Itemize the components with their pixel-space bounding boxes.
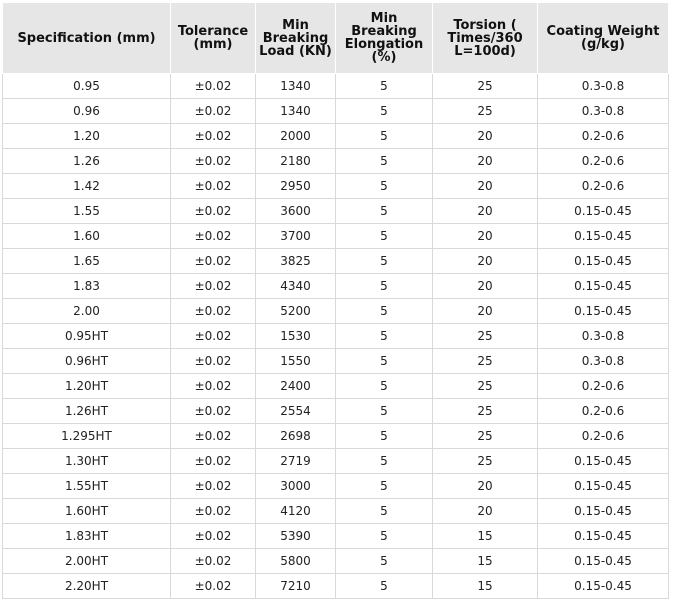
table-row	[3, 224, 669, 249]
cell-min-breaking-load: 3000	[256, 474, 336, 499]
cell-specification: 0.96	[3, 99, 171, 124]
table-row	[3, 549, 669, 574]
table-row	[3, 399, 669, 424]
cell-torsion: 20	[433, 474, 538, 499]
cell-min-breaking-load: 2400	[256, 374, 336, 399]
cell-coating-weight: 0.15-0.45	[538, 299, 669, 324]
cell-coating-weight: 0.15-0.45	[538, 499, 669, 524]
cell-min-breaking-elongation: 5	[336, 574, 433, 599]
cell-specification: 1.60HT	[3, 499, 171, 524]
cell-torsion: 20	[433, 124, 538, 149]
cell-min-breaking-load: 4340	[256, 274, 336, 299]
cell-coating-weight: 0.2-0.6	[538, 174, 669, 199]
cell-tolerance: ±0.02	[171, 99, 256, 124]
cell-min-breaking-load: 4120	[256, 499, 336, 524]
cell-min-breaking-elongation: 5	[336, 349, 433, 374]
cell-torsion: 20	[433, 299, 538, 324]
cell-coating-weight: 0.15-0.45	[538, 524, 669, 549]
table-row	[3, 174, 669, 199]
cell-coating-weight: 0.2-0.6	[538, 424, 669, 449]
table-row	[3, 474, 669, 499]
table-row	[3, 124, 669, 149]
cell-specification: 1.60	[3, 224, 171, 249]
cell-torsion: 25	[433, 99, 538, 124]
cell-min-breaking-load: 1340	[256, 74, 336, 99]
cell-specification: 1.26HT	[3, 399, 171, 424]
cell-min-breaking-elongation: 5	[336, 524, 433, 549]
cell-min-breaking-elongation: 5	[336, 449, 433, 474]
cell-min-breaking-elongation: 5	[336, 99, 433, 124]
cell-specification: 0.95HT	[3, 324, 171, 349]
cell-coating-weight: 0.3-0.8	[538, 74, 669, 99]
cell-min-breaking-load: 2554	[256, 399, 336, 424]
header-tolerance: Tolerance (mm)	[171, 3, 256, 74]
cell-specification: 2.00HT	[3, 549, 171, 574]
cell-coating-weight: 0.15-0.45	[538, 474, 669, 499]
cell-min-breaking-elongation: 5	[336, 274, 433, 299]
table-header	[3, 3, 669, 74]
cell-specification: 1.55HT	[3, 474, 171, 499]
cell-torsion: 25	[433, 374, 538, 399]
table-row	[3, 349, 669, 374]
cell-coating-weight: 0.15-0.45	[538, 574, 669, 599]
table-row	[3, 299, 669, 324]
header-torsion: Torsion ( Times/360 L=100d)	[433, 3, 538, 74]
cell-min-breaking-elongation: 5	[336, 199, 433, 224]
cell-torsion: 25	[433, 399, 538, 424]
cell-min-breaking-elongation: 5	[336, 374, 433, 399]
cell-min-breaking-elongation: 5	[336, 549, 433, 574]
cell-min-breaking-load: 3825	[256, 249, 336, 274]
cell-tolerance: ±0.02	[171, 174, 256, 199]
cell-min-breaking-load: 2719	[256, 449, 336, 474]
cell-coating-weight: 0.15-0.45	[538, 199, 669, 224]
cell-tolerance: ±0.02	[171, 574, 256, 599]
cell-tolerance: ±0.02	[171, 449, 256, 474]
table-row	[3, 524, 669, 549]
cell-min-breaking-load: 5390	[256, 524, 336, 549]
table-row	[3, 149, 669, 174]
cell-min-breaking-elongation: 5	[336, 149, 433, 174]
cell-specification: 1.26	[3, 149, 171, 174]
cell-coating-weight: 0.15-0.45	[538, 449, 669, 474]
cell-tolerance: ±0.02	[171, 224, 256, 249]
cell-specification: 1.55	[3, 199, 171, 224]
spec-table-container	[2, 2, 668, 599]
cell-min-breaking-elongation: 5	[336, 474, 433, 499]
table-row	[3, 574, 669, 599]
cell-coating-weight: 0.3-0.8	[538, 349, 669, 374]
header-row	[3, 3, 669, 74]
cell-torsion: 25	[433, 349, 538, 374]
cell-min-breaking-load: 1340	[256, 99, 336, 124]
cell-coating-weight: 0.2-0.6	[538, 374, 669, 399]
cell-tolerance: ±0.02	[171, 149, 256, 174]
cell-specification: 2.00	[3, 299, 171, 324]
cell-min-breaking-load: 5800	[256, 549, 336, 574]
cell-tolerance: ±0.02	[171, 249, 256, 274]
cell-torsion: 20	[433, 199, 538, 224]
cell-torsion: 20	[433, 499, 538, 524]
cell-min-breaking-load: 1530	[256, 324, 336, 349]
cell-min-breaking-elongation: 5	[336, 249, 433, 274]
table-row	[3, 199, 669, 224]
header-min-breaking-load: Min Breaking Load (KN)	[256, 3, 336, 74]
header-specification: Specification (mm)	[3, 3, 171, 74]
cell-torsion: 20	[433, 149, 538, 174]
cell-torsion: 15	[433, 549, 538, 574]
cell-tolerance: ±0.02	[171, 549, 256, 574]
table-body	[3, 74, 669, 599]
cell-tolerance: ±0.02	[171, 399, 256, 424]
cell-tolerance: ±0.02	[171, 274, 256, 299]
cell-min-breaking-elongation: 5	[336, 399, 433, 424]
cell-min-breaking-elongation: 5	[336, 324, 433, 349]
cell-specification: 1.20	[3, 124, 171, 149]
cell-min-breaking-load: 2950	[256, 174, 336, 199]
cell-torsion: 25	[433, 324, 538, 349]
cell-coating-weight: 0.15-0.45	[538, 224, 669, 249]
cell-specification: 1.30HT	[3, 449, 171, 474]
cell-coating-weight: 0.15-0.45	[538, 249, 669, 274]
cell-tolerance: ±0.02	[171, 324, 256, 349]
wire-specification-table	[2, 2, 669, 599]
cell-coating-weight: 0.2-0.6	[538, 399, 669, 424]
cell-coating-weight: 0.3-0.8	[538, 99, 669, 124]
cell-tolerance: ±0.02	[171, 524, 256, 549]
cell-min-breaking-elongation: 5	[336, 499, 433, 524]
cell-coating-weight: 0.2-0.6	[538, 124, 669, 149]
table-row	[3, 424, 669, 449]
cell-torsion: 25	[433, 424, 538, 449]
cell-min-breaking-load: 7210	[256, 574, 336, 599]
table-row	[3, 449, 669, 474]
table-row	[3, 324, 669, 349]
cell-tolerance: ±0.02	[171, 474, 256, 499]
cell-torsion: 15	[433, 574, 538, 599]
table-row	[3, 74, 669, 99]
cell-min-breaking-elongation: 5	[336, 74, 433, 99]
cell-specification: 0.96HT	[3, 349, 171, 374]
cell-tolerance: ±0.02	[171, 74, 256, 99]
cell-tolerance: ±0.02	[171, 424, 256, 449]
cell-specification: 1.83HT	[3, 524, 171, 549]
cell-specification: 2.20HT	[3, 574, 171, 599]
cell-tolerance: ±0.02	[171, 124, 256, 149]
cell-specification: 0.95	[3, 74, 171, 99]
cell-coating-weight: 0.15-0.45	[538, 549, 669, 574]
table-row	[3, 499, 669, 524]
cell-min-breaking-load: 2698	[256, 424, 336, 449]
cell-min-breaking-load: 2180	[256, 149, 336, 174]
cell-tolerance: ±0.02	[171, 299, 256, 324]
cell-min-breaking-elongation: 5	[336, 124, 433, 149]
cell-coating-weight: 0.3-0.8	[538, 324, 669, 349]
cell-specification: 1.295HT	[3, 424, 171, 449]
cell-tolerance: ±0.02	[171, 499, 256, 524]
cell-torsion: 25	[433, 74, 538, 99]
cell-min-breaking-load: 3600	[256, 199, 336, 224]
cell-tolerance: ±0.02	[171, 374, 256, 399]
cell-min-breaking-load: 5200	[256, 299, 336, 324]
cell-min-breaking-load: 2000	[256, 124, 336, 149]
table-row	[3, 274, 669, 299]
cell-min-breaking-elongation: 5	[336, 299, 433, 324]
cell-torsion: 20	[433, 224, 538, 249]
cell-min-breaking-elongation: 5	[336, 224, 433, 249]
table-row	[3, 374, 669, 399]
cell-min-breaking-load: 1550	[256, 349, 336, 374]
cell-coating-weight: 0.2-0.6	[538, 149, 669, 174]
cell-torsion: 25	[433, 449, 538, 474]
cell-torsion: 20	[433, 249, 538, 274]
header-coating-weight: Coating Weight (g/kg)	[538, 3, 669, 74]
cell-torsion: 20	[433, 174, 538, 199]
cell-specification: 1.65	[3, 249, 171, 274]
cell-min-breaking-load: 3700	[256, 224, 336, 249]
cell-specification: 1.42	[3, 174, 171, 199]
cell-specification: 1.83	[3, 274, 171, 299]
cell-torsion: 15	[433, 524, 538, 549]
cell-coating-weight: 0.15-0.45	[538, 274, 669, 299]
cell-tolerance: ±0.02	[171, 349, 256, 374]
header-min-breaking-elongation: Min Breaking Elongation (%)	[336, 3, 433, 74]
cell-torsion: 20	[433, 274, 538, 299]
cell-min-breaking-elongation: 5	[336, 424, 433, 449]
table-row	[3, 249, 669, 274]
table-row	[3, 99, 669, 124]
cell-specification: 1.20HT	[3, 374, 171, 399]
cell-min-breaking-elongation: 5	[336, 174, 433, 199]
cell-tolerance: ±0.02	[171, 199, 256, 224]
